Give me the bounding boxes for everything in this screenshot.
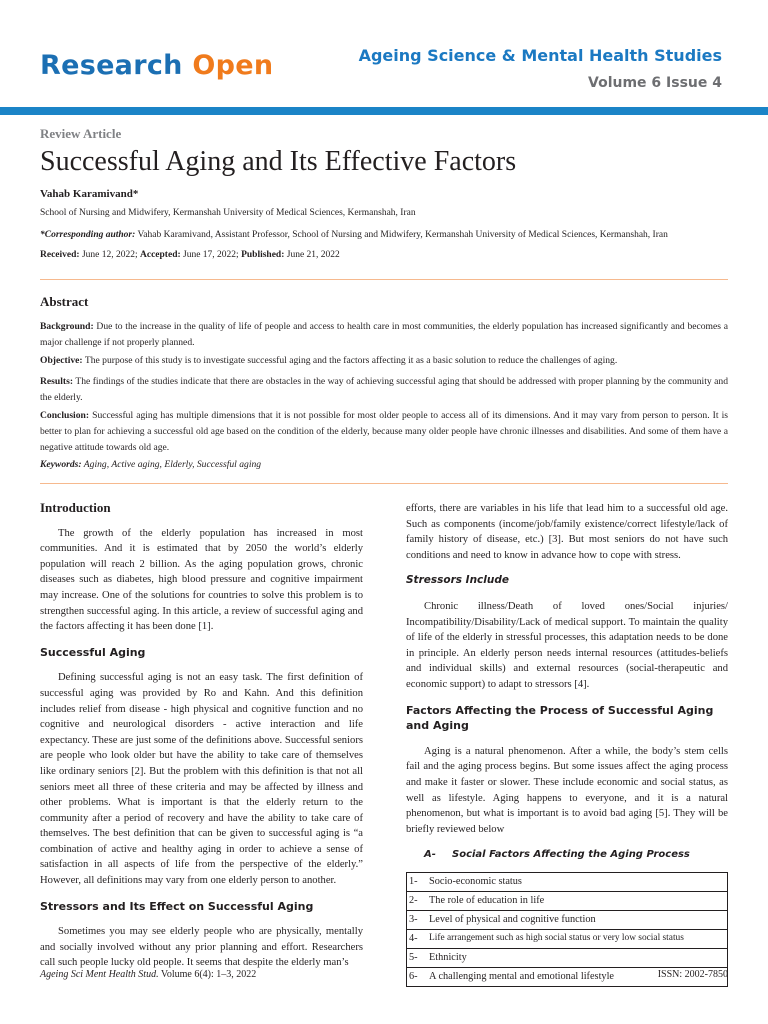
successful-aging-heading: Successful Aging — [40, 645, 146, 659]
objective-text: The purpose of this study is to investigate successful aging and the factors affecting it as a basic solution to reduce the challenges of aging. — [82, 355, 618, 366]
keywords-label: Keywords: — [40, 459, 82, 470]
footer-volume: Volume 6(4): 1–3, 2022 — [158, 969, 257, 980]
author-name: Vahab Karamivand* — [40, 188, 139, 200]
left-column — [40, 500, 363, 971]
results-label: Results: — [40, 376, 74, 387]
accepted-label: Accepted: — [140, 250, 181, 260]
row-number: 5- — [407, 948, 428, 967]
accepted-date: June 17, 2022; — [180, 250, 242, 260]
row-text: Life arrangement such as high social status or very low social status — [427, 929, 728, 948]
stressors-paragraph-continued: efforts, there are variables in his life that lead him to a successful old age. Such as components (income/job/family existence/correct lifestyle/lack of family history of disease, etc.) [3]. But most seniors do not have such conditions and need to know in advance how to cope with stress. — [406, 503, 728, 561]
results-text: The findings of the studies indicate that there are obstacles in the way of achieving successful aging that should be addressed with proper planning by the community and the elderly. — [40, 376, 728, 403]
subsection-title: Social Factors Affecting the Aging Process — [452, 849, 690, 861]
publication-dates — [40, 250, 340, 260]
published-label: Published: — [241, 250, 285, 260]
abstract-background — [40, 319, 728, 351]
corresponding-text: Vahab Karamivand, Assistant Professor, School of Nursing and Midwifery, Kermanshah University of Medical Sciences, Kermanshah, Iran — [135, 230, 668, 240]
received-label: Received: — [40, 250, 80, 260]
factors-heading: Factors Affecting the Process of Successful Aging and Aging — [406, 703, 714, 733]
divider-abstract — [40, 483, 728, 484]
abstract-heading: Abstract — [40, 294, 89, 309]
stressors-heading: Stressors and Its Effect on Successful Aging — [40, 899, 314, 913]
introduction-heading: Introduction — [40, 500, 111, 515]
stressors-include-paragraph: Chronic illness/Death of loved ones/Social injuries/ Incompatibility/Disability/Lack of medical support. To maintain the quality of life of the elderly in stressful processes, this adaptation needs to be done in principle. An elderly person needs internal resources (attitudes-beliefs and individual skills) and external resources (social-therapeutic and economic support) to adapt to stressors [4]. — [406, 600, 728, 690]
logo-word-open: Open — [192, 50, 274, 81]
table-row — [407, 891, 728, 910]
footer-citation — [40, 969, 256, 980]
publisher-logo — [40, 50, 273, 81]
row-number: 4- — [407, 929, 428, 948]
table-row — [407, 948, 728, 967]
row-number: 1- — [407, 872, 428, 891]
conclusion-label: Conclusion: — [40, 410, 90, 421]
row-number: 6- — [407, 967, 428, 986]
keywords — [40, 459, 261, 470]
received-date: June 12, 2022; — [79, 250, 141, 260]
abstract-results — [40, 374, 728, 406]
right-column — [406, 501, 728, 987]
row-text: The role of education in life — [427, 891, 728, 910]
stressors-paragraph: Sometimes you may see elderly people who are physically, mentally and socially involved without any prior planning and effort. Researchers call such people lucky old people. It seems that despite the elderly man’s — [40, 926, 363, 969]
factors-paragraph: Aging is a natural phenomenon. After a while, the body’s stem cells fail and the aging process begins. But some issues affect the aging process and make it faster or slower. These include economic and social status, as well as lifestyle. Aging happens to everyone, and it is a natural phenomenon, but what is important is to avoid bad aging [5]. They will be briefly reviewed below — [406, 745, 728, 835]
successful-aging-paragraph: Defining successful aging is not an easy task. The first definition of successful aging was provided by Ro and Kahn. And this definition includes relief from disease - high physical and cognitive function and no cognitive and neurological disorders - active interaction and life expectancy. These are just some of the definitions above. Successful seniors are people who look older but have the ability to take care of themselves like ordinary seniors [2]. But the problem with this definition is that not all seniors meet all three of these criteria and may be affected by illness and other problems. What is important is that the elderly return to the community after a period of recovery and have the ability to take care of themselves. The best definition that can be given to successful aging is “a combination of active and healthy aging in order to achieve a sense of satisfaction in all aspects of life from the perspective of the elderly.” However, all definitions may vary from one elderly person to another. — [40, 672, 363, 887]
divider-top — [40, 279, 728, 280]
footer-journal-abbrev: Ageing Sci Ment Health Stud. — [40, 969, 159, 980]
subsection-a-heading — [406, 847, 728, 863]
row-text: Level of physical and cognitive function — [427, 910, 728, 929]
corresponding-label: *Corresponding author: — [40, 230, 136, 240]
row-number: 2- — [407, 891, 428, 910]
author-affiliation: School of Nursing and Midwifery, Kermanshah University of Medical Sciences, Kermanshah, Iran — [40, 208, 416, 218]
row-text: A challenging mental and emotional lifestyle — [427, 967, 728, 986]
header-bar — [0, 107, 768, 115]
table-row — [407, 910, 728, 929]
objective-label: Objective: — [40, 355, 83, 366]
row-text: Ethnicity — [427, 948, 728, 967]
journal-info — [359, 46, 722, 91]
abstract-objective — [40, 353, 728, 369]
conclusion-text: Successful aging has multiple dimensions that it is not possible for most older people to access all of its dimensions. And it may vary from person to person. It is better to plan for achieving a successful old age based on the condition of the elderly, because many older people have chronic illnesses and disabilities. And some of them have a negative attitude towards old age. — [40, 410, 728, 453]
corresponding-author — [40, 230, 668, 240]
background-text: Due to the increase in the quality of life of people and access to health care in most communities, the elderly population has increased significantly and becomes a major challenge if not properly planned. — [40, 321, 728, 348]
table-row — [407, 929, 728, 948]
keywords-text: Aging, Active aging, Elderly, Successful aging — [81, 459, 262, 470]
background-label: Background: — [40, 321, 94, 332]
introduction-paragraph: The growth of the elderly population has increased in most communities. And it is estimated that by 2050 the world’s elderly population will reach 2 billion. As the aging population grows, chronic diseases such as diabetes, high blood pressure and cognitive impairment may increase. One of the solutions for countries to solve this problem is to strengthen successful aging. In this article, a review of successful aging and the factors affecting it has been done [1]. — [40, 527, 363, 633]
row-text: Socio-economic status — [427, 872, 728, 891]
article-title: Successful Aging and Its Effective Factors — [40, 146, 517, 177]
abstract-conclusion — [40, 408, 728, 456]
published-date: June 21, 2022 — [284, 250, 340, 260]
table-row — [407, 872, 728, 891]
footer-issn: ISSN: 2002-7850 — [657, 969, 728, 980]
stressors-include-heading: Stressors Include — [406, 574, 509, 587]
logo-word-research: Research — [40, 50, 183, 81]
article-type: Review Article — [40, 126, 122, 141]
volume-issue: Volume 6 Issue 4 — [588, 75, 722, 91]
row-number: 3- — [407, 910, 428, 929]
journal-name: Ageing Science & Mental Health Studies — [358, 46, 722, 65]
subsection-letter: A- — [424, 849, 436, 861]
